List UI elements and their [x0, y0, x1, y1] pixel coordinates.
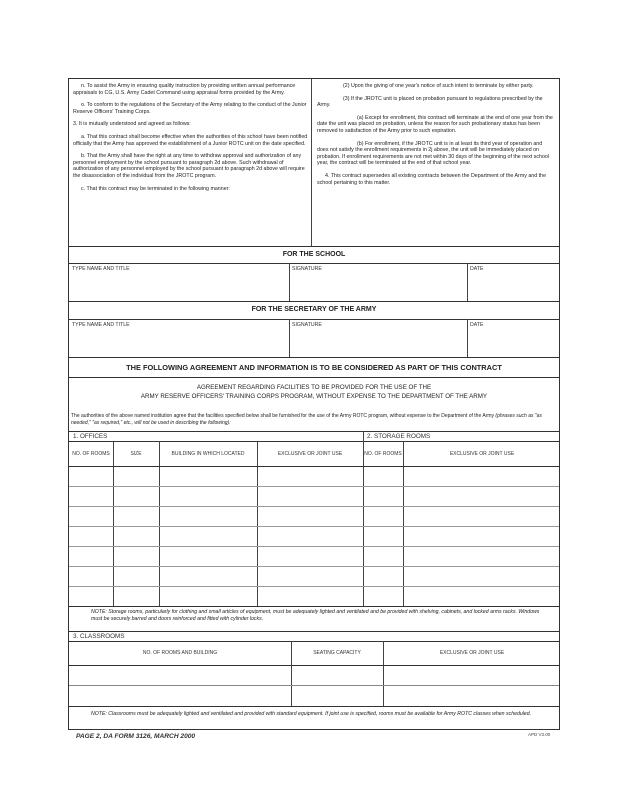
terms-right-column — [317, 83, 555, 192]
offices-title: 1. OFFICES — [73, 433, 108, 440]
storage-note: NOTE: Storage rooms, particularly for clothing and small articles of equipment, must be adequately lighted and ventilated and be provided with shelving, cabinets, and locked arms racks. Windows must be securely barred and doors reinforced and fitted with cylinder locks. — [91, 609, 540, 622]
term-3c: c. That this contract may be terminated in the following manner: — [81, 185, 230, 192]
offices-col-size: SIZE — [130, 450, 142, 457]
secretary-type-name-label: TYPE NAME AND TITLE — [72, 322, 130, 328]
classrooms-note: NOTE: Classrooms must be adequately lighted and ventilated and provided with standard equipment. If joint use is specified, rooms must be available for Army ROTC classes when scheduled. — [91, 711, 532, 717]
term-c2: (2) Upon the giving of one year's notice of such intent to terminate by either party. — [343, 83, 534, 89]
storage-col-use: EXCLUSIVE OR JOINT USE — [449, 450, 515, 457]
school-type-name-field[interactable] — [71, 275, 285, 299]
classrooms-col-rooms: NO. OF ROOMS AND BUILDING — [142, 650, 218, 657]
agreement-title-1: AGREEMENT REGARDING FACILITIES TO BE PROVIDED FOR THE USE OF THE — [196, 384, 432, 391]
storage-title: 2. STORAGE ROOMS — [367, 433, 431, 440]
school-date-label: DATE — [470, 266, 484, 272]
secretary-section-title: FOR THE SECRETARY OF THE ARMY — [251, 306, 377, 313]
school-type-name-label: TYPE NAME AND TITLE — [72, 266, 130, 272]
secretary-date-field[interactable] — [469, 331, 557, 355]
terms-left-column — [73, 83, 309, 198]
term-4: 4. This contract supersedes all existing contracts between the Department of the Army and the school pertaining to this matter. — [317, 172, 547, 186]
facilities-entry-rows[interactable] — [69, 467, 561, 606]
classrooms-title: 3. CLASSROOMS — [73, 633, 125, 640]
agreement-title-2: ARMY RESERVE OFFICERS' TRAINING CORPS PROGRAM, WITHOUT EXPENSE TO THE DEPARTMENT OF THE ARMY — [140, 393, 488, 400]
secretary-type-name-field[interactable] — [71, 331, 285, 355]
secretary-signature-field[interactable] — [291, 331, 465, 355]
footer-version: APD V3.00 — [528, 732, 551, 737]
term-c3: (3) If the JROTC unit is placed on probation pursuant to regulations prescribed by the Army. — [317, 95, 543, 109]
secretary-date-label: DATE — [470, 322, 484, 328]
term-n: n. To assist the Army in ensuring quality instruction by providing written annual performance appraisals to CG, U.S. Army Cadet Command using appraisal forms provided by the Army. — [73, 83, 296, 96]
agreement-intro: The authorities of the above named institution agree that the facilities specified below shall be furnished for the use of the Army ROTC program, without expense to the Department of the Army (phrases such as "as needed," "as required," etc., will not be used in describing the following): — [71, 413, 542, 426]
classrooms-col-use: EXCLUSIVE OR JOINT USE — [439, 650, 505, 657]
term-c3b: (b) For enrollment, if the JROTC unit is in at least its third year of operation and does not satisfy the enrollment requirements in 2j above, the unit will be immediately placed on probation. If enrollment requirements are not met within 30 days of the beginning of the next school year, the contract will be terminated at the end of that school year. — [317, 140, 550, 167]
storage-col-rooms: NO. OF ROOMS — [364, 450, 402, 457]
school-signature-field[interactable] — [291, 275, 465, 299]
offices-col-rooms: NO. OF ROOMS — [72, 450, 110, 457]
offices-col-building: BUILDING IN WHICH LOCATED — [171, 450, 245, 457]
term-o: o. To conform to the regulations of the Secretary of the Army relating to the conduct of the Junior Reserve Officers' Training Corps. — [73, 102, 307, 115]
term-3: 3. It is mutually understood and agreed as follows: — [73, 121, 191, 128]
classrooms-entry-rows[interactable] — [69, 666, 561, 706]
school-signature-label: SIGNATURE — [292, 266, 322, 272]
term-c3a: (a) Except for enrollment, this contract will terminate at the end of one year from the date the unit was placed on probation, unless the reason for such probationary status has been removed to satisfaction of the Army prior to such expiration. — [317, 114, 553, 134]
following-agreement-heading: THE FOLLOWING AGREEMENT AND INFORMATION IS TO BE CONSIDERED AS PART OF THIS CONTRACT — [126, 363, 502, 372]
school-date-field[interactable] — [469, 275, 557, 299]
form-frame — [68, 78, 560, 730]
classrooms-col-capacity: SEATING CAPACITY — [313, 650, 361, 657]
secretary-signature-label: SIGNATURE — [292, 322, 322, 328]
school-section-title: FOR THE SCHOOL — [282, 251, 346, 258]
footer-page-label: PAGE 2, DA FORM 3126, MARCH 2000 — [76, 733, 196, 740]
terms-divider — [311, 79, 312, 246]
offices-col-use: EXCLUSIVE OR JOINT USE — [277, 450, 343, 457]
term-3b: b. That the Army shall have the right at any time to withdraw approval and authorization of any personnel employment by the school pursuant to paragraph 2d above. Such withdrawal of authorization of any personnel employed by the school pursuant to paragraph 2d above will require the disassociation of the individual from the JROTC program. — [73, 153, 305, 179]
term-3a: a. That this contract shall become effective when the authorities of this school have been notified officially that the Army has approved the establishment of a Junior ROTC unit on the date specified. — [73, 133, 308, 147]
